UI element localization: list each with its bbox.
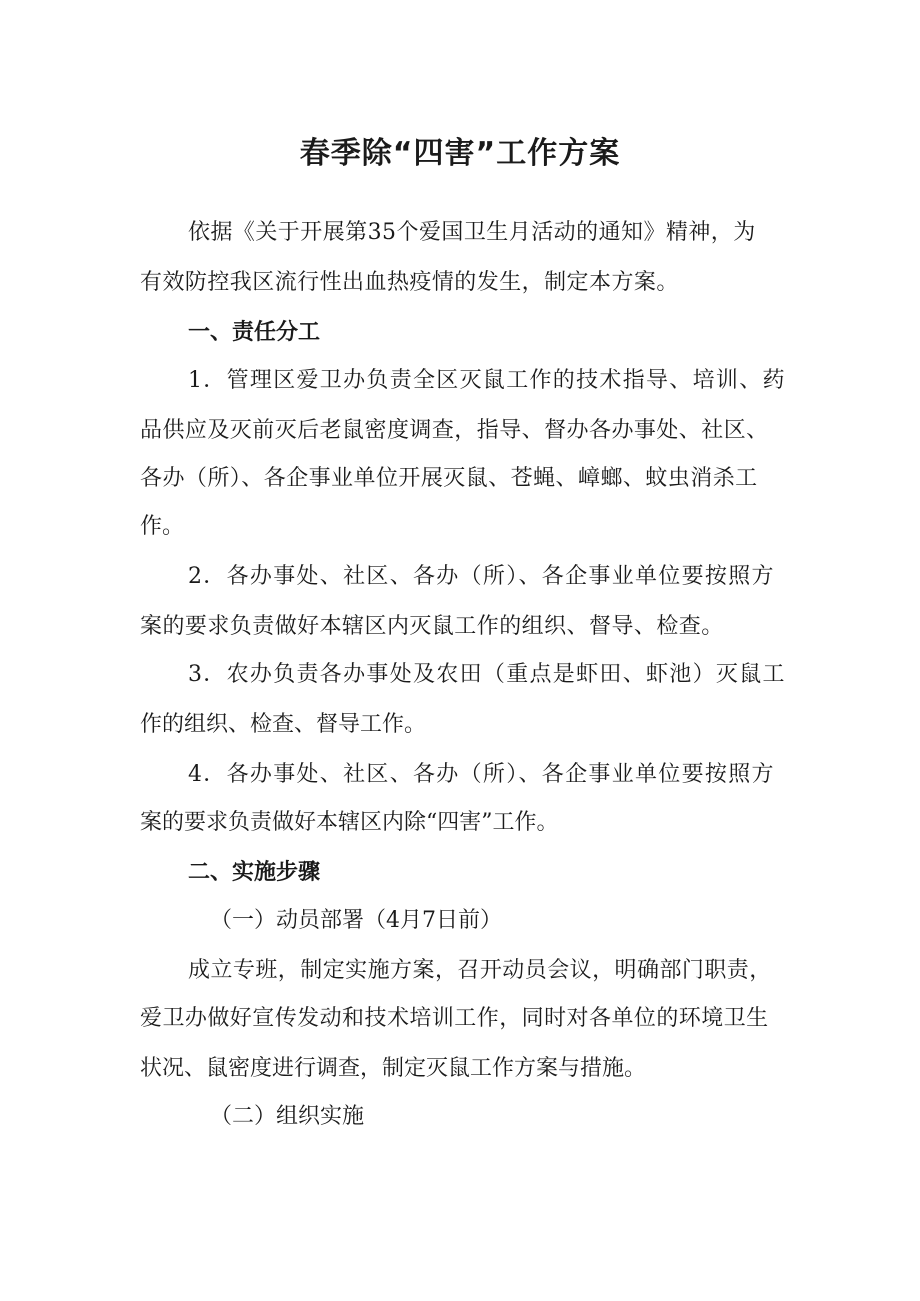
step-1-line-1: 成立专班，制定实施方案，召开动员会议，明确部门职责， (188, 958, 772, 983)
step-1-line-3: 状况、鼠密度进行调查，制定灭鼠工作方案与措施。 (140, 1056, 647, 1081)
item-2-line-1: 2．各办事处、社区、各办（所）、各企事业单位要按照方 (188, 564, 775, 589)
item-3-line-2: 作的组织、检查、督导工作。 (140, 712, 427, 737)
item-3-line-1: 3．农办负责各办事处及农田（重点是虾田、虾池）灭鼠工 (188, 662, 786, 687)
item-1-line-1: 1．管理区爱卫办负责全区灭鼠工作的技术指导、培训、药 (188, 368, 786, 393)
section-heading-steps: 二、实施步骤 (188, 860, 321, 885)
section-heading-responsibilities: 一、责任分工 (188, 320, 321, 345)
item-4-line-1: 4．各办事处、社区、各办（所）、各企事业单位要按照方 (188, 762, 775, 787)
item-1-line-3: 各办（所）、各企事业单位开展灭鼠、苍蝇、嶂螂、蚊虫消杀工 (140, 466, 758, 491)
step-1-heading: （一）动员部署（4月7日前） (210, 908, 502, 933)
item-1-line-4: 作。 (140, 514, 185, 539)
intro-line-2: 有效防控我区流行性出血热疫情的发生，制定本方案。 (140, 270, 679, 295)
item-2-line-2: 案的要求负责做好本辖区内灭鼠工作的组织、督导、检查。 (140, 614, 724, 639)
item-1-line-2: 品供应及灭前灭后老鼠密度调查，指导、督办各办事处、社区、 (140, 418, 769, 443)
item-4-line-2: 案的要求负责做好本辖区内除“四害”工作。 (140, 810, 559, 835)
step-1-line-2: 爱卫办做好宣传发动和技术培训工作，同时对各单位的环境卫生 (140, 1006, 769, 1031)
page-title: 春季除“四害”工作方案 (299, 136, 621, 171)
intro-line-1: 依据《关于开展第35个爱国卫生月活动的通知》精神，为 (188, 220, 756, 245)
step-2-heading: （二）组织实施 (210, 1104, 365, 1129)
